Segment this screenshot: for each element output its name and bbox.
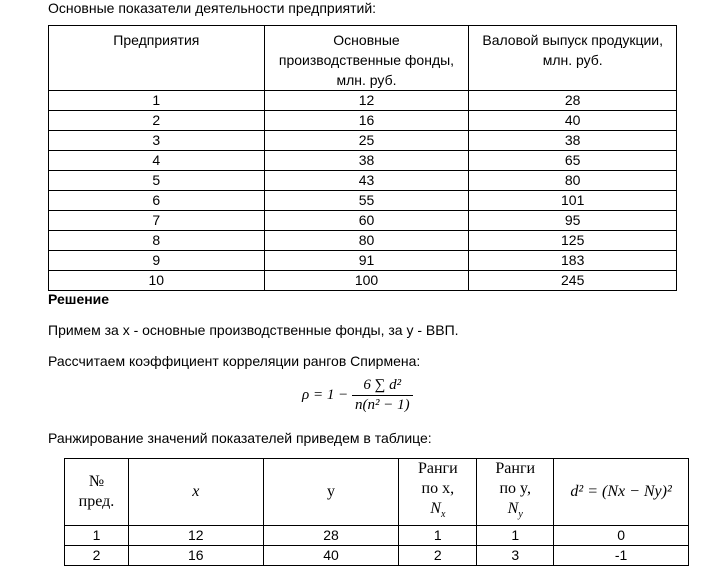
header-fixed-assets: Основные производственные фонды, млн. руб. xyxy=(264,26,469,91)
cell-gross-output: 38 xyxy=(469,131,677,151)
table-row xyxy=(49,111,677,131)
cell-fixed-assets: 12 xyxy=(264,91,469,111)
ranking-header-row xyxy=(65,459,689,526)
cell-gross-output: 40 xyxy=(469,111,677,131)
paragraph-variables: Примем за x - основные производственные фонды, за y - ВВП. xyxy=(48,322,459,338)
cell-y: 28 xyxy=(263,526,399,546)
cell-enterprise: 4 xyxy=(49,151,265,171)
solution-heading: Решение xyxy=(48,291,110,307)
header-enterprises: Предприятия xyxy=(49,26,265,91)
spearman-formula xyxy=(302,377,413,414)
cell-fixed-assets: 80 xyxy=(264,231,469,251)
cell-enterprise: 5 xyxy=(49,171,265,191)
paragraph-ranking: Ранжирование значений показателей приведем в таблице: xyxy=(48,430,432,446)
cell-gross-output: 101 xyxy=(469,191,677,211)
cell-fixed-assets: 100 xyxy=(264,271,469,291)
ranking-table xyxy=(64,458,689,566)
paragraph-spearman: Рассчитаем коэффициент корреляции рангов Спирмена: xyxy=(48,353,421,369)
formula-numerator: 6 ∑ d² xyxy=(352,377,413,396)
cell-d-squared: 0 xyxy=(554,526,689,546)
header-gross-output: Валовой выпуск продукции, млн. руб. xyxy=(469,26,677,91)
cell-gross-output: 65 xyxy=(469,151,677,171)
header-x: x xyxy=(128,459,263,526)
cell-fixed-assets: 91 xyxy=(264,251,469,271)
formula-denominator: n(n² − 1) xyxy=(354,397,410,413)
cell-enterprise: 3 xyxy=(49,131,265,151)
cell-fixed-assets: 43 xyxy=(264,171,469,191)
cell-number: 1 xyxy=(65,526,129,546)
cell-fixed-assets: 55 xyxy=(264,191,469,211)
table-row xyxy=(49,151,677,171)
cell-enterprise: 1 xyxy=(49,91,265,111)
table-row xyxy=(49,231,677,251)
cell-enterprise: 10 xyxy=(49,271,265,291)
table-row xyxy=(65,546,689,566)
cell-gross-output: 245 xyxy=(469,271,677,291)
cell-enterprise: 2 xyxy=(49,111,265,131)
table-row xyxy=(49,91,677,111)
formula-lhs: ρ = 1 − xyxy=(302,387,349,403)
header-y: y xyxy=(263,459,399,526)
cell-enterprise: 6 xyxy=(49,191,265,211)
formula-fraction xyxy=(352,377,413,414)
cell-x: 16 xyxy=(128,546,263,566)
cell-gross-output: 183 xyxy=(469,251,677,271)
table-row xyxy=(49,191,677,211)
cell-enterprise: 7 xyxy=(49,211,265,231)
cell-gross-output: 80 xyxy=(469,171,677,191)
enterprise-indicators-table xyxy=(48,25,677,291)
table-row xyxy=(49,211,677,231)
cell-rank-y: 1 xyxy=(477,526,554,546)
cell-gross-output: 28 xyxy=(469,91,677,111)
cell-x: 12 xyxy=(128,526,263,546)
table-row xyxy=(49,271,677,291)
intro-text: Основные показатели деятельности предприятий: xyxy=(48,0,377,16)
cell-fixed-assets: 38 xyxy=(264,151,469,171)
cell-fixed-assets: 60 xyxy=(264,211,469,231)
header-d-squared: d² = (Nx − Ny)² xyxy=(554,459,689,526)
cell-y: 40 xyxy=(263,546,399,566)
cell-fixed-assets: 25 xyxy=(264,131,469,151)
table-row xyxy=(65,526,689,546)
table-row xyxy=(49,171,677,191)
table-header-row xyxy=(49,26,677,91)
cell-d-squared: -1 xyxy=(554,546,689,566)
cell-rank-x: 1 xyxy=(399,526,477,546)
cell-number: 2 xyxy=(65,546,129,566)
cell-rank-x: 2 xyxy=(399,546,477,566)
header-rank-x: Ранги по x, $N_x$ xyxy=(399,459,477,526)
table-row xyxy=(49,131,677,151)
cell-enterprise: 9 xyxy=(49,251,265,271)
header-rank-y: Ранги по y, $N_y$ xyxy=(477,459,554,526)
table-row xyxy=(49,251,677,271)
cell-gross-output: 95 xyxy=(469,211,677,231)
header-number: № пред. xyxy=(65,459,129,526)
cell-rank-y: 3 xyxy=(477,546,554,566)
cell-gross-output: 125 xyxy=(469,231,677,251)
cell-enterprise: 8 xyxy=(49,231,265,251)
cell-fixed-assets: 16 xyxy=(264,111,469,131)
